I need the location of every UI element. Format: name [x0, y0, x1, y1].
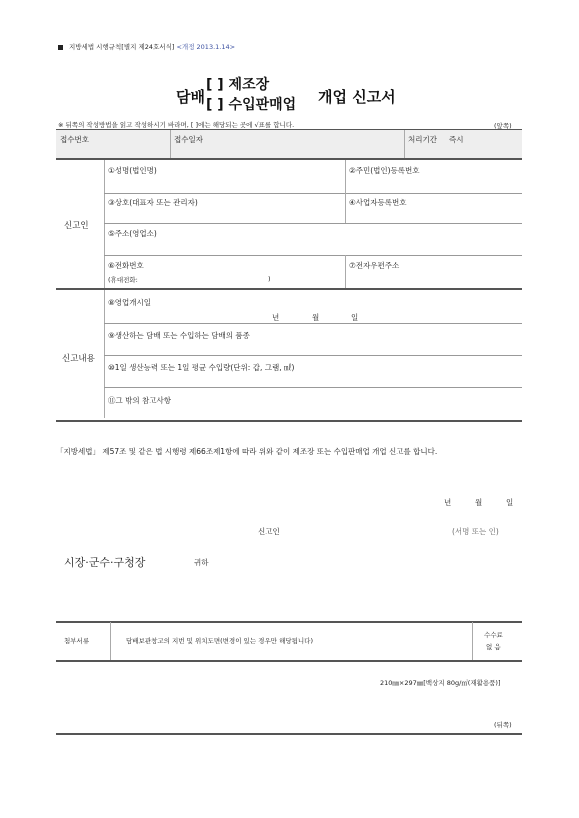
bullet-icon	[58, 45, 63, 50]
other-notes-field[interactable]: ⑪그 밖의 참고사항	[108, 396, 171, 405]
title-prefix: 담배	[176, 88, 205, 106]
address-field[interactable]: ⑤주소(영업소)	[108, 229, 157, 238]
title-suffix: 개업 신고서	[318, 88, 396, 106]
name-field[interactable]: ①성명(법인명)	[108, 166, 157, 175]
signature-field[interactable]: (서명 또는 인)	[452, 527, 499, 536]
business-start-field[interactable]: ⑧영업개시일	[108, 298, 151, 307]
revision-note: <개정 2013.1.14>	[176, 43, 236, 51]
paper-spec: 210㎜×297㎜[백상지 80g/㎡(재활용품)]	[380, 679, 501, 687]
fee-value: 없 음	[486, 643, 501, 651]
page-side-front: (앞쪽)	[494, 122, 512, 130]
reporter-signature-label: 신고인	[258, 527, 280, 536]
recipient-honorific: 귀하	[194, 558, 209, 567]
processing-period-value: 즉시	[449, 135, 464, 144]
mobile-label: (휴대전화:	[108, 276, 138, 284]
recipient-name: 시장·군수·구청장	[64, 556, 146, 569]
declaration-day: 일	[506, 498, 514, 507]
receipt-date-label: 접수일자	[174, 135, 203, 144]
form-reference-text: 지방세법 시행규칙[별지 제24호서식]	[69, 43, 175, 51]
start-month-label: 월	[312, 313, 320, 322]
title-option-manufacture[interactable]: [ ] 제조장	[206, 77, 270, 93]
declaration-year: 년	[444, 498, 452, 507]
form-reference	[58, 42, 235, 51]
start-day-label: 일	[351, 313, 359, 322]
title-option-import[interactable]: [ ] 수입판매업	[206, 97, 297, 113]
instruction-note: ※ 뒤쪽의 작성방법을 읽고 작성하시기 바라며, [ ]에는 해당되는 곳에 √표를 합니다.	[58, 121, 295, 129]
phone-field[interactable]: ⑥전화번호	[108, 261, 144, 270]
content-section-label: 신고내용	[62, 354, 95, 364]
tobacco-varieties-field[interactable]: ⑨생산하는 담배 또는 수입하는 담배의 품종	[108, 331, 250, 340]
email-field[interactable]: ⑦전자우편주소	[349, 261, 400, 270]
fee-label: 수수료	[484, 631, 503, 639]
start-year-label: 년	[272, 313, 280, 322]
attachments-text: 담배보관창고의 지번 및 위치도면(변경이 있는 경우만 해당됩니다)	[126, 637, 314, 645]
business-number-field[interactable]: ④사업자등록번호	[349, 198, 407, 207]
capacity-field[interactable]: ⑩1일 생산능력 또는 1일 평균 수입량(단위: 갑, 그램, ㎖)	[108, 363, 295, 372]
declaration-text: 「지방세법」 제57조 및 같은 법 시행령 제66조제1항에 따라 위와 같이 제조장 또는 수입판매업 개업 신고를 합니다.	[56, 447, 438, 456]
declaration-month: 월	[475, 498, 483, 507]
trade-name-field[interactable]: ③상호(대표자 또는 관리자)	[108, 198, 198, 207]
mobile-close: )	[268, 275, 271, 283]
processing-period-label: 처리기간	[408, 135, 437, 144]
page-side-back: (뒤쪽)	[494, 721, 512, 729]
attachments-label: 첨부서류	[64, 637, 90, 645]
registration-number-field[interactable]: ②주민(법인)등록번호	[349, 166, 420, 175]
reporter-section-label: 신고인	[64, 221, 89, 231]
receipt-number-label: 접수번호	[60, 135, 89, 144]
